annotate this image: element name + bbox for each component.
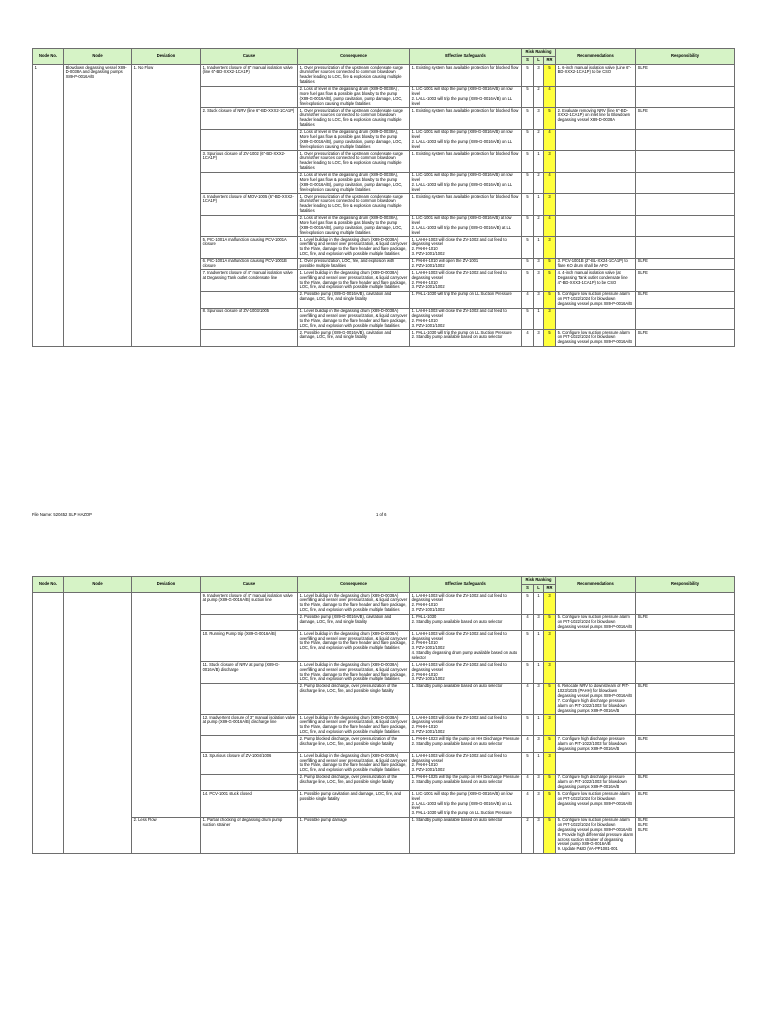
- hazop-page-2: [32, 576, 734, 854]
- deviation-cell: 2. Less Flow: [132, 817, 201, 853]
- cause-cell: 11. Stuck closure of NRV at pump (X89-G-0016A/B) discharge: [201, 662, 298, 684]
- responsibility-cell: SLFE: [636, 258, 735, 270]
- responsibility-cell: SLFE: [636, 270, 735, 292]
- recommendation-cell: 4. 4-inch manual isolation valve (at Degassing Tank outlet condensate line 4"-BD-XXX3-1CA1P) to be CSO: [556, 270, 636, 292]
- safeguards-cell: 1. LIC-1001 will stop the pump (X89-G-0016A/B) on low level 2. LALL-1003 will trip the pump (X89-G-0016A/B) on LL level: [410, 129, 522, 151]
- responsibility-cell: SLFE: [636, 291, 735, 308]
- consequence-cell: 1. Level buildup in the degassing drum (X89-D-0038A) overfilling and vessel over pressurization, & liquid carryover to the Flare, damage to the flare header and flare package, LOC, fire, and explosion with possible multiple fatalities: [298, 270, 410, 292]
- risk-rank-cell: 5: [544, 65, 556, 87]
- cause-cell: [201, 774, 298, 791]
- col-header-recommendations: Recommendations: [556, 49, 636, 65]
- safeguards-cell: 1. Existing system has available protection for blocked flow: [410, 65, 522, 87]
- recommendation-cell: 5. Configure low suction pressure alarm on PIT-1022/1024 for blowdown degassing vessel pumps X89-P-0016A/B: [556, 614, 636, 631]
- col-header-deviation: Deviation: [132, 577, 201, 593]
- col-header-node: Node: [64, 577, 132, 593]
- risk-rank-cell: 4: [544, 172, 556, 194]
- risk-rank-cell: 3: [544, 237, 556, 259]
- likelihood-cell: 3: [534, 291, 544, 308]
- consequence-cell: 2. Possible pump (X89-G-0016A/B), cavitation and damage, LOC, fire, and single fatality: [298, 614, 410, 631]
- likelihood-cell: 3: [534, 683, 544, 714]
- col-header-safeguards: Effective Safeguards: [410, 49, 522, 65]
- severity-cell: 5: [522, 237, 534, 259]
- severity-cell: 5: [522, 215, 534, 237]
- cause-cell: 6. PIC-1001A malfunction causing PCV-1001B closure: [201, 258, 298, 270]
- consequence-cell: 2. Loss of level in the degassing drum (X89-D-0038A) , more fuel gas flow & possible gas blowby to the pump (X89-G-0016A/B), pump cavitation, pump damage, LOC, fire/explosion causing multiple fatalities: [298, 86, 410, 108]
- severity-cell: 4: [522, 774, 534, 791]
- safeguards-cell: 1. LAHH-1003 will close the ZV-1002 and cut feed to degassing vessel 2. PAHH-1010 3. PZV-1001/1002: [410, 593, 522, 615]
- responsibility-cell: [636, 662, 735, 684]
- cause-cell: 1. Partial chocking of degassing drum pump suction strainer: [201, 817, 298, 853]
- responsibility-cell: SLFE: [636, 108, 735, 130]
- hazop-body-page-2: [33, 593, 735, 854]
- col-header-node-no: Node No.: [33, 49, 64, 65]
- cause-cell: 7. Inadvertent closure of 4" manual isolation valve at Degassing Tank outlet condensate line: [201, 270, 298, 292]
- hazop-page-1: [32, 48, 734, 347]
- severity-cell: 5: [522, 151, 534, 173]
- recommendation-cell: 2. Evaluate removing NRV (line 6"-BD-XXX2-1CA1P) on inlet line to Blowdown degassing vessel X89-D-0038A: [556, 108, 636, 130]
- likelihood-cell: 3: [534, 65, 544, 87]
- risk-rank-cell: 5: [544, 291, 556, 308]
- likelihood-cell: 3: [534, 614, 544, 631]
- safeguards-cell: 1. PALL-1030 2. Standby pump available based on auto selector: [410, 614, 522, 631]
- col-header-rr: RR: [544, 585, 556, 593]
- recommendation-cell: [556, 194, 636, 216]
- cause-cell: [201, 614, 298, 631]
- likelihood-cell: 3: [534, 330, 544, 347]
- deviation-cell: 1. No Flow: [132, 65, 201, 347]
- consequence-cell: 1. Level buildup in the degassing drum (X89-D-0038A) overfilling and vessel over pressurization, & liquid carryover to the Flare, damage to the flare header and flare package, LOC, fire, and explosion with possible multiple fatalities: [298, 308, 410, 330]
- footer-file-name: File Name: 520452 SLP HAZOP: [32, 512, 92, 517]
- responsibility-cell: [636, 631, 735, 662]
- cause-cell: [201, 129, 298, 151]
- severity-cell: 5: [522, 714, 534, 736]
- severity-cell: 5: [522, 593, 534, 615]
- cause-cell: 13. Spurious closure of ZV-1004/1006: [201, 753, 298, 775]
- consequence-cell: 1. Over pressurization of the upstream condensate surge drum/other sources connected to common blowdown header leading to LOC, fire & explosion causing multiple fatalities: [298, 108, 410, 130]
- consequence-cell: 1. Over pressurization of the upstream condensate surge drum/other sources connected to common blowdown header leading to LOC, fire & explosion causing multiple fatalities: [298, 194, 410, 216]
- recommendation-cell: 7. Configure high discharge pressure alarm on PIT-1022/1003 for blowdown degassing pumps X89-P-0016A/B: [556, 736, 636, 753]
- likelihood-cell: 2: [534, 86, 544, 108]
- recommendation-cell: 3. PCV-1001B (2"-BL-XX24-1CA1P) to flare KO drum shall be AFO: [556, 258, 636, 270]
- likelihood-cell: 1: [534, 714, 544, 736]
- recommendation-cell: [556, 714, 636, 736]
- consequence-cell: 2. Loss of level in the degassing drum (X89-D-0038A), More fuel gas flow & possible gas blowby to the pump (X89-G-0016A/B), pump cavitation, pump damage, LOC, fire/explosion causing multiple fatalities: [298, 215, 410, 237]
- col-header-risk-ranking: Risk Ranking: [522, 49, 556, 57]
- likelihood-cell: 3: [534, 736, 544, 753]
- cause-cell: [201, 683, 298, 714]
- recommendation-cell: [556, 172, 636, 194]
- col-header-rr: RR: [544, 57, 556, 65]
- cause-cell: 9. Inadvertent closure of 4" manual isolation valve at pump (X89-G-0016A/B) suction line: [201, 593, 298, 615]
- col-header-cause: Cause: [201, 49, 298, 65]
- severity-cell: 5: [522, 258, 534, 270]
- safeguards-cell: 1. LAHH-1003 will close the ZV-1002 and cut feed to degassing vessel 2. PAHH-1010 3. PZV-1001/1002: [410, 237, 522, 259]
- responsibility-cell: [636, 172, 735, 194]
- severity-cell: 5: [522, 86, 534, 108]
- risk-rank-cell: 5: [544, 330, 556, 347]
- risk-rank-cell: 4: [544, 215, 556, 237]
- col-header-consequence: Consequence: [298, 577, 410, 593]
- cause-cell: 5. PIC-1001A malfunction causing PCV-1001A closure: [201, 237, 298, 259]
- col-header-cause: Cause: [201, 577, 298, 593]
- responsibility-cell: SLFE: [636, 736, 735, 753]
- consequence-cell: 2. Pump blocked discharge, over pressurization of the discharge line, LOC, fire, and possible single fatality: [298, 774, 410, 791]
- node-cell: [64, 593, 132, 854]
- consequence-cell: 1. Level buildup in the degassing drum (X89-D-0038A) overfilling and vessel over pressurization, & liquid carryover to the Flare, damage to the flare header and flare package, LOC, fire, and explosion with possible multiple fatalities: [298, 631, 410, 662]
- col-header-safeguards: Effective Safeguards: [410, 577, 522, 593]
- safeguards-cell: 1. Standby pump available based on auto selector: [410, 683, 522, 714]
- consequence-cell: 1. Over pressurization of the upstream condensate surge drum/other sources connected to common blowdown header leading to LOC, fire & explosion causing multiple fatalities: [298, 151, 410, 173]
- consequence-cell: 1. Level buildup in the degassing drum (X89-D-0038A) overfilling and vessel over pressurization, & liquid carryover to the Flare, damage to the flare header and flare package, LOC, fire, and explosion with possible multiple fatalities: [298, 753, 410, 775]
- likelihood-cell: 2: [534, 129, 544, 151]
- cause-cell: [201, 86, 298, 108]
- col-header-node-no: Node No.: [33, 577, 64, 593]
- likelihood-cell: 1: [534, 237, 544, 259]
- recommendation-cell: 7. Configure high discharge pressure alarm on PIT-1022/1003 for blowdown degassing pumps X89-P-0016A/B: [556, 774, 636, 791]
- cause-cell: [201, 215, 298, 237]
- recommendation-cell: [556, 86, 636, 108]
- consequence-cell: 2. Possible pump (X89-G-0016A/B), cavitation and damage, LOC, fire, and single fatality: [298, 291, 410, 308]
- severity-cell: 5: [522, 270, 534, 292]
- severity-cell: 5: [522, 662, 534, 684]
- likelihood-cell: 1: [534, 194, 544, 216]
- recommendation-cell: 6. Relocate NRV to downstream of PIT-1023/1025 (PAHH) for blowdown degassing vessel pumps X89-P-0016A/B 7. Configure high discharge pressure alarm on PIT-1022/1003 for blowdown degassing pumps X89-P-0016A/B: [556, 683, 636, 714]
- likelihood-cell: 1: [534, 151, 544, 173]
- likelihood-cell: 3: [534, 817, 544, 853]
- node-number-cell: 1: [33, 65, 64, 347]
- recommendation-cell: [556, 308, 636, 330]
- safeguards-cell: 1. PAHH-1025 will trip the pump on HH Discharge Pressure 2. Standby pump available based on auto selector: [410, 774, 522, 791]
- consequence-cell: 1. Over pressurization, LOC, fire, and explosion with possible multiple fatalities: [298, 258, 410, 270]
- risk-rank-cell: 3: [544, 194, 556, 216]
- col-header-node: Node: [64, 49, 132, 65]
- responsibility-cell: [636, 593, 735, 615]
- risk-rank-cell: 5: [544, 791, 556, 817]
- likelihood-cell: 1: [534, 753, 544, 775]
- recommendation-cell: 5. Configure low suction pressure alarm on PIT-1022/1024 for blowdown degassing vessel pumps X89-P-0016A/B: [556, 791, 636, 817]
- risk-rank-cell: 4: [544, 86, 556, 108]
- responsibility-cell: SLFE SLFE SLFE: [636, 817, 735, 853]
- node-cell: Blowdown degassing vessel X89-D-0038A and degassing pumps X89-P-0016A/B: [64, 65, 132, 347]
- safeguards-cell: 1. LIC-1001 will stop the pump (X89-G-0016A/B) on low level 2. LALL-1003 will trip the pump (X89-G-0016A/B) on LL level: [410, 86, 522, 108]
- severity-cell: 4: [522, 736, 534, 753]
- risk-rank-cell: 5: [544, 736, 556, 753]
- responsibility-cell: [636, 151, 735, 173]
- cause-cell: 4. Inadvertent closure of MOV-1005 (6"-BD-XXX2-1CA1P): [201, 194, 298, 216]
- responsibility-cell: [636, 194, 735, 216]
- safeguards-cell: 1. LAHH-1003 will close the ZV-1002 and cut feed to degassing vessel 2. PAHH-1010 3. PZV-1001/1002: [410, 714, 522, 736]
- severity-cell: 4: [522, 330, 534, 347]
- hazop-table-page-1: [32, 48, 735, 347]
- safeguards-cell: 1. Existing system has available protection for blocked flow: [410, 194, 522, 216]
- consequence-cell: 2. Loss of level in the degassing drum (X89-D-0038A), More fuel gas flow & possible gas blowby to the pump (X89-G-0016A/B), pump cavitation, pump damage, LOC, fire/explosion causing multiple fatalities: [298, 172, 410, 194]
- severity-cell: 4: [522, 683, 534, 714]
- safeguards-cell: 1. Existing system has available protection for blocked flow: [410, 108, 522, 130]
- responsibility-cell: SLFE: [636, 614, 735, 631]
- safeguards-cell: 1. Existing system has available protection for blocked flow: [410, 151, 522, 173]
- likelihood-cell: 3: [534, 258, 544, 270]
- recommendation-cell: [556, 753, 636, 775]
- safeguards-cell: 1. LIC-1001 will stop the pump (X89-G-0016A/B) at low level 2. LALL-1003 will trip the pump (X89-G-0016A/B) at LL level: [410, 215, 522, 237]
- consequence-cell: 1. Possible pump cavitation and damage, LOC, fire, and possible single fatality: [298, 791, 410, 817]
- severity-cell: 4: [522, 791, 534, 817]
- likelihood-cell: 1: [534, 631, 544, 662]
- consequence-cell: 1. Level buildup in the degassing drum (X89-D-0038A) overfilling and vessel over pressurization, & liquid carryover to the Flare, damage to the flare header and flare package, LOC, fire, and explosion with possible multiple fatalities: [298, 662, 410, 684]
- responsibility-cell: [636, 714, 735, 736]
- recommendation-cell: 1. 6-inch manual isolation valve (Line 6"-BD-XXX2-1CA1P) to be CSO: [556, 65, 636, 87]
- safeguards-cell: 1. LAHH-1003 will close the ZV-1002 and cut feed to degassing vessel 2. PAHH-1010 3. PZV-1001/1002 4. Standby degassing drum pump available based on auto selector: [410, 631, 522, 662]
- severity-cell: 5: [522, 308, 534, 330]
- consequence-cell: 2. Pump blocked discharge, over pressurization of the discharge line, LOC, fire, and possible single fatality: [298, 736, 410, 753]
- deviation-cell: [132, 593, 201, 818]
- consequence-cell: 1. Level buildup in the degassing drum (X89-D-0038A) overfilling and vessel over pressurization, & liquid carryover to the Flare, damage to the flare header and flare package, LOC, fire, and explosion with possible multiple fatalities: [298, 593, 410, 615]
- responsibility-cell: [636, 86, 735, 108]
- risk-rank-cell: 5: [544, 774, 556, 791]
- risk-rank-cell: 3: [544, 753, 556, 775]
- consequence-cell: 1. Possible pump damage: [298, 817, 410, 853]
- severity-cell: 5: [522, 65, 534, 87]
- node-number-cell: [33, 593, 64, 854]
- risk-rank-cell: 3: [544, 714, 556, 736]
- hazop-table-page-2: [32, 576, 735, 854]
- safeguards-cell: 1. LIC-1001 will stop the pump (X89-G-0016A/B) on low level 2. LALL-1003 will trip the pump (X89-G-0016A/B) on LL level: [410, 172, 522, 194]
- severity-cell: 5: [522, 194, 534, 216]
- severity-cell: 4: [522, 291, 534, 308]
- severity-cell: 5: [522, 108, 534, 130]
- col-header-responsibility: Responsibility: [636, 49, 735, 65]
- cause-cell: 14. PCV-1001 stuck closed: [201, 791, 298, 817]
- cause-cell: 3. Spurious closure of ZV-1002 (6"-BD-XXX2-1CA1P): [201, 151, 298, 173]
- severity-cell: 5: [522, 753, 534, 775]
- cause-cell: 8. Spurious closure of ZV-1003/1005: [201, 308, 298, 330]
- risk-rank-cell: 3: [544, 151, 556, 173]
- col-header-s: S: [522, 57, 534, 65]
- severity-cell: 4: [522, 614, 534, 631]
- recommendation-cell: [556, 237, 636, 259]
- risk-rank-cell: 5: [544, 108, 556, 130]
- risk-rank-cell: 3: [544, 631, 556, 662]
- consequence-cell: 2. Loss of level in the degassing drum (X89-D-0038A), More fuel gas flow & possible gas blowby to the pump (X89-G-0016A/B), pump cavitation, pump damage, LOC, fire/explosion causing multiple fatalities: [298, 129, 410, 151]
- recommendation-cell: 5. Configure low suction pressure alarm on PIT-1022/1024 for blowdown degassing vessel pumps X89-P-0016A/B 8. Provide high differential pressure alarm across suction strainer of degassing vessel pump X89-G-0016A/B 9. Update P&ID (VA-PP1081-001: [556, 817, 636, 853]
- safeguards-cell: 1. PAHH-1023 will trip the pump on HH Discharge Pressure 2. Standby pump available based on auto selector: [410, 736, 522, 753]
- cause-cell: 12. Inadvertent closure of 3" manual isolation valve at pump (X89-G-0016A/B) discharge line: [201, 714, 298, 736]
- severity-cell: 5: [522, 172, 534, 194]
- likelihood-cell: 1: [534, 593, 544, 615]
- table-row: [33, 65, 735, 87]
- risk-rank-cell: 3: [544, 593, 556, 615]
- consequence-cell: 1. Over pressurization of the upstream condensate surge drum/other sources connected to common blowdown header leading to LOC, fire & explosion causing multiple fatalities: [298, 65, 410, 87]
- cause-cell: [201, 736, 298, 753]
- cause-cell: 10. Running Pump trip (X89-G-0016A/B): [201, 631, 298, 662]
- col-header-consequence: Consequence: [298, 49, 410, 65]
- col-header-l: L: [534, 585, 544, 593]
- likelihood-cell: 1: [534, 308, 544, 330]
- safeguards-cell: 1. PALL-1030 will trip the pump on LL Suction Pressure 2. Standby pump available based on auto selector: [410, 330, 522, 347]
- recommendation-cell: [556, 151, 636, 173]
- consequence-cell: 2. Possible pump (X89-G-0016A/B), cavitation and damage, LOC, fire, and single fatality: [298, 330, 410, 347]
- likelihood-cell: 1: [534, 662, 544, 684]
- responsibility-cell: [636, 129, 735, 151]
- safeguards-cell: 1. LAHH-1003 will close the ZV-1002 and cut feed to degassing vessel 2. PAHH-1010 3. PZV-1001/1002: [410, 753, 522, 775]
- recommendation-cell: [556, 631, 636, 662]
- footer-page-number: 1 of 6: [376, 512, 387, 517]
- recommendation-cell: [556, 662, 636, 684]
- safeguards-cell: 1. LAHH-1003 will close the ZV-1002 and cut feed to degassing vessel 2. PAHH-1010 3. PZV-1001/1002: [410, 308, 522, 330]
- col-header-responsibility: Responsibility: [636, 577, 735, 593]
- safeguards-cell: 1. PALL-1030 will trip the pump on LL Suction Pressure: [410, 291, 522, 308]
- safeguards-cell: 1. LAHH-1003 will close the ZV-1002 and cut feed to degassing vessel 2. PAHH-1010 3. PZV-1001/1002: [410, 270, 522, 292]
- risk-rank-cell: 3: [544, 662, 556, 684]
- responsibility-cell: [636, 237, 735, 259]
- safeguards-cell: 1. Standby pump available based on auto selector: [410, 817, 522, 853]
- consequence-cell: 1. Level buildup in the degassing drum (X89-D-0038A) overfilling and vessel over pressurization, & liquid carryover to the Flare, damage to the flare header and flare package, LOC, fire, and explosion with possible multiple fatalities: [298, 714, 410, 736]
- likelihood-cell: 2: [534, 215, 544, 237]
- col-header-risk-ranking: Risk Ranking: [522, 577, 556, 585]
- recommendation-cell: 5. Configure low suction pressure alarm on PIT-1022/1024 for blowdown degassing vessel pumps X89-P-0016A/B: [556, 291, 636, 308]
- risk-rank-cell: 5: [544, 683, 556, 714]
- risk-rank-cell: 5: [544, 614, 556, 631]
- col-header-recommendations: Recommendations: [556, 577, 636, 593]
- responsibility-cell: [636, 215, 735, 237]
- table-row: [33, 593, 735, 615]
- col-header-l: L: [534, 57, 544, 65]
- safeguards-cell: 1. LIC-1001 will stop the pump (X89-G-0016A/B) on low level 2. LALL-1003 will trip the pump (X89-G-0016A/B) on LL level 3. PALL-1030 will trip the pump on LL Suction Pressure: [410, 791, 522, 817]
- risk-rank-cell: 5: [544, 817, 556, 853]
- risk-rank-cell: 3: [544, 308, 556, 330]
- severity-cell: 5: [522, 631, 534, 662]
- responsibility-cell: [636, 308, 735, 330]
- risk-rank-cell: 5: [544, 270, 556, 292]
- risk-rank-cell: 5: [544, 258, 556, 270]
- likelihood-cell: 2: [534, 172, 544, 194]
- recommendation-cell: [556, 593, 636, 615]
- cause-cell: 1. Inadvertent closure of 8" manual isolation valve (line 6"-BD-XXX2-1CA1P): [201, 65, 298, 87]
- col-header-s: S: [522, 585, 534, 593]
- likelihood-cell: 3: [534, 774, 544, 791]
- responsibility-cell: [636, 753, 735, 775]
- table-row: [33, 817, 735, 853]
- severity-cell: 5: [522, 129, 534, 151]
- col-header-deviation: Deviation: [132, 49, 201, 65]
- responsibility-cell: SLFE: [636, 65, 735, 87]
- hazop-body-page-1: [33, 65, 735, 347]
- recommendation-cell: [556, 215, 636, 237]
- safeguards-cell: 1. LAHH-1003 will close the ZV-1002 and cut feed to degassing vessel 2. PAHH-1010 3. PZV-1001/1002: [410, 662, 522, 684]
- cause-cell: [201, 330, 298, 347]
- responsibility-cell: SLFE: [636, 330, 735, 347]
- likelihood-cell: 3: [534, 270, 544, 292]
- cause-cell: [201, 291, 298, 308]
- risk-rank-cell: 4: [544, 129, 556, 151]
- recommendation-cell: 5. Configure low suction pressure alarm on PIT-1022/1024 for blowdown degassing vessel pumps X89-P-0016A/B: [556, 330, 636, 347]
- likelihood-cell: 3: [534, 108, 544, 130]
- recommendation-cell: [556, 129, 636, 151]
- cause-cell: [201, 172, 298, 194]
- safeguards-cell: 1. PAHH-1010 will open the ZV-1001 2. PZV-1001/1002: [410, 258, 522, 270]
- likelihood-cell: 3: [534, 791, 544, 817]
- consequence-cell: 2. Pump blocked discharge, over pressurization of the discharge line, LOC, fire, and possible single fatality: [298, 683, 410, 714]
- cause-cell: 2. Stuck closure of NRV (line 6"-BD-XXX2-1CA1P): [201, 108, 298, 130]
- responsibility-cell: SLFE: [636, 791, 735, 817]
- responsibility-cell: SLFE: [636, 774, 735, 791]
- consequence-cell: 1. Level buildup in the degassing drum (X89-D-0038A) overfilling and vessel over pressurization, & liquid carryover to the Flare, damage to the flare header and flare package, LOC, fire, and explosion with possible multiple fatalities: [298, 237, 410, 259]
- responsibility-cell: SLFE: [636, 683, 735, 714]
- severity-cell: 2: [522, 817, 534, 853]
